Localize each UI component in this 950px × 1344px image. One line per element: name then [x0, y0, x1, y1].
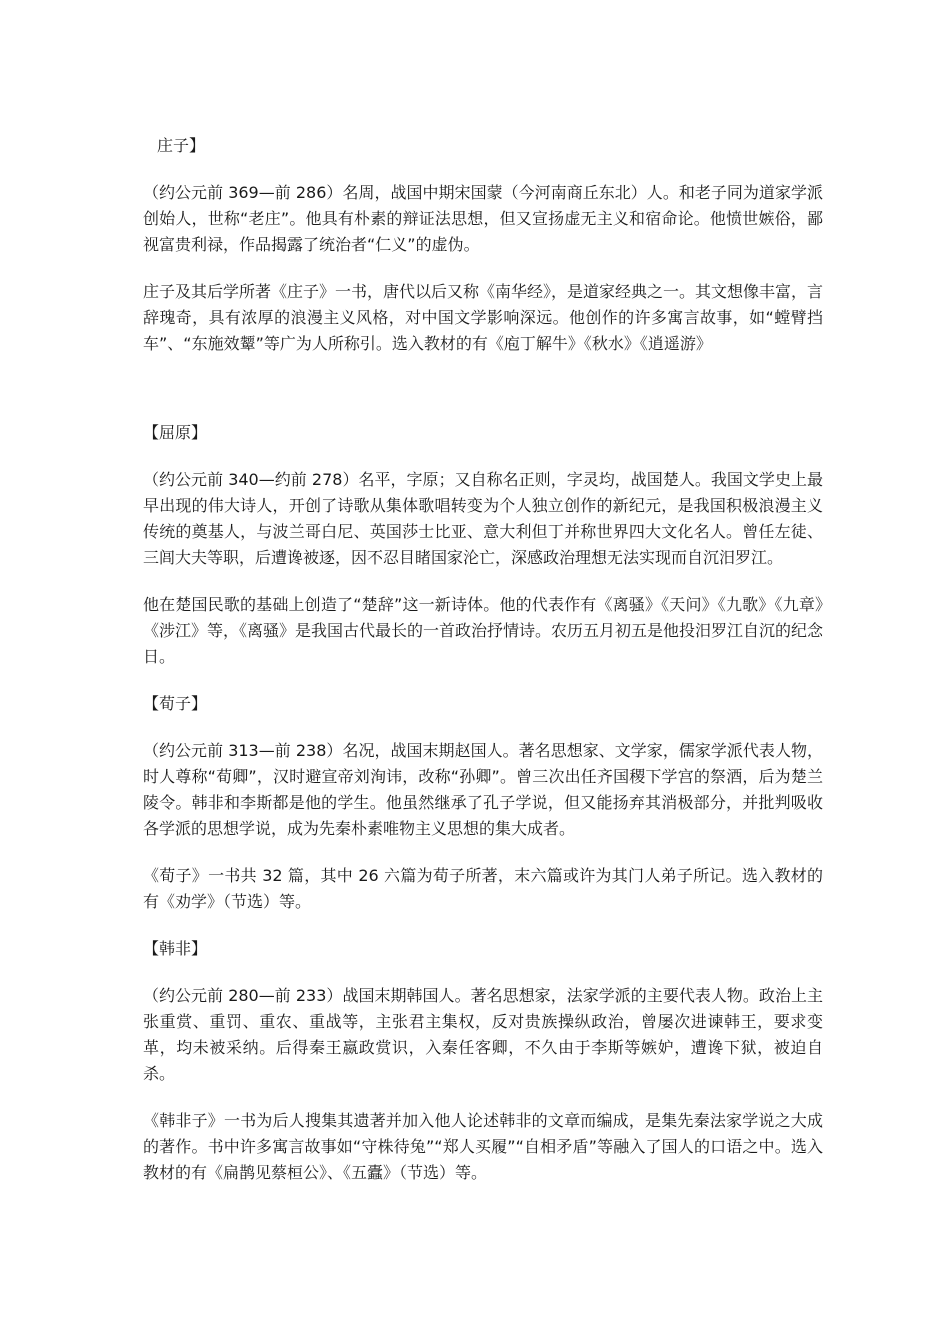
paragraph: （约公元前 313—前 238）名况，战国末期赵国人。著名思想家、文学家，儒家学派代表人物，时人尊称“荀卿”，汉时避宣帝刘洵讳，改称“孙卿”。曾三次出任齐国稷下学宫的祭酒，后为楚兰陵令。韩非和李斯都是他的学生。他虽然继承了孔子学说，但又能扬弃其消极部分，并批判吸收各学派的思想学说，成为先秦朴素唯物主义思想的集大成者。: [143, 741, 823, 838]
document-page: [143, 133, 823, 1207]
section-heading: 【韩非】: [143, 939, 208, 958]
paragraph: （约公元前 340—约前 278）名平，字原；又自称名正则，字灵均，战国楚人。我国文学史上最早出现的伟大诗人，开创了诗歌从集体歌唱转变为个人独立创作的新纪元，是我国积极浪漫主义传统的奠基人，与波兰哥白尼、英国莎士比亚、意大利但丁并称世界四大文化名人。曾任左徒、三闾大夫等职，后遭谗被逐，因不忍目睹国家沦亡，深感政治理想无法实现而自沉汨罗江。: [143, 470, 823, 567]
paragraph: （约公元前 369—前 286）名周，战国中期宋国蒙（今河南商丘东北）人。和老子同为道家学派创始人，世称“老庄”。他具有朴素的辩证法思想，但又宣扬虚无主义和宿命论。他愤世嫉俗，鄙视富贵利禄，作品揭露了统治者“仁义”的虚伪。: [143, 183, 823, 254]
paragraph: 他在楚国民歌的基础上创造了“楚辞”这一新诗体。他的代表作有《离骚》《天问》《九歌》《九章》《涉江》等，《离骚》是我国古代最长的一首政治抒情诗。农历五月初五是他投汨罗江自沉的纪念日。: [143, 595, 824, 666]
paragraph: 庄子及其后学所著《庄子》一书，唐代以后又称《南华经》，是道家经典之一。其文想像丰富，言辞瑰奇，具有浓厚的浪漫主义风格，对中国文学影响深远。他创作的许多寓言故事，如“螳臂挡车”、“东施效颦”等广为人所称引。选入教材的有《庖丁解牛》《秋水》《逍遥游》: [143, 282, 824, 353]
section-xunzi: [143, 691, 823, 915]
section-heading: 【屈原】: [143, 423, 208, 442]
paragraph: 《韩非子》一书为后人搜集其遗著并加入他人论述韩非的文章而编成，是集先秦法家学说之大成的著作。书中许多寓言故事如“守株待兔”“郑人买履”“自相矛盾”等融入了国人的口语之中。选入教材的有《扁鹊见蔡桓公》、《五蠹》（节选）等。: [143, 1111, 823, 1182]
paragraph: （约公元前 280—前 233）战国末期韩国人。著名思想家，法家学派的主要代表人物。政治上主张重赏、重罚、重农、重战等，主张君主集权，反对贵族操纵政治，曾屡次进谏韩王，要求变革，均未被采纳。后得秦王嬴政赏识，入秦任客卿，不久由于李斯等嫉妒，遭谗下狱，被迫自杀。: [143, 986, 823, 1083]
section-heading: 【荀子】: [143, 694, 208, 713]
section-heading: 庄子】: [157, 136, 206, 155]
paragraph: 《荀子》一书共 32 篇，其中 26 六篇为荀子所著，末六篇或许为其门人弟子所记。选入教材的有《劝学》（节选）等。: [143, 866, 823, 911]
section-zhuangzi: [143, 133, 823, 357]
section-quyuan: [143, 420, 823, 670]
section-hanfei: [143, 936, 823, 1186]
